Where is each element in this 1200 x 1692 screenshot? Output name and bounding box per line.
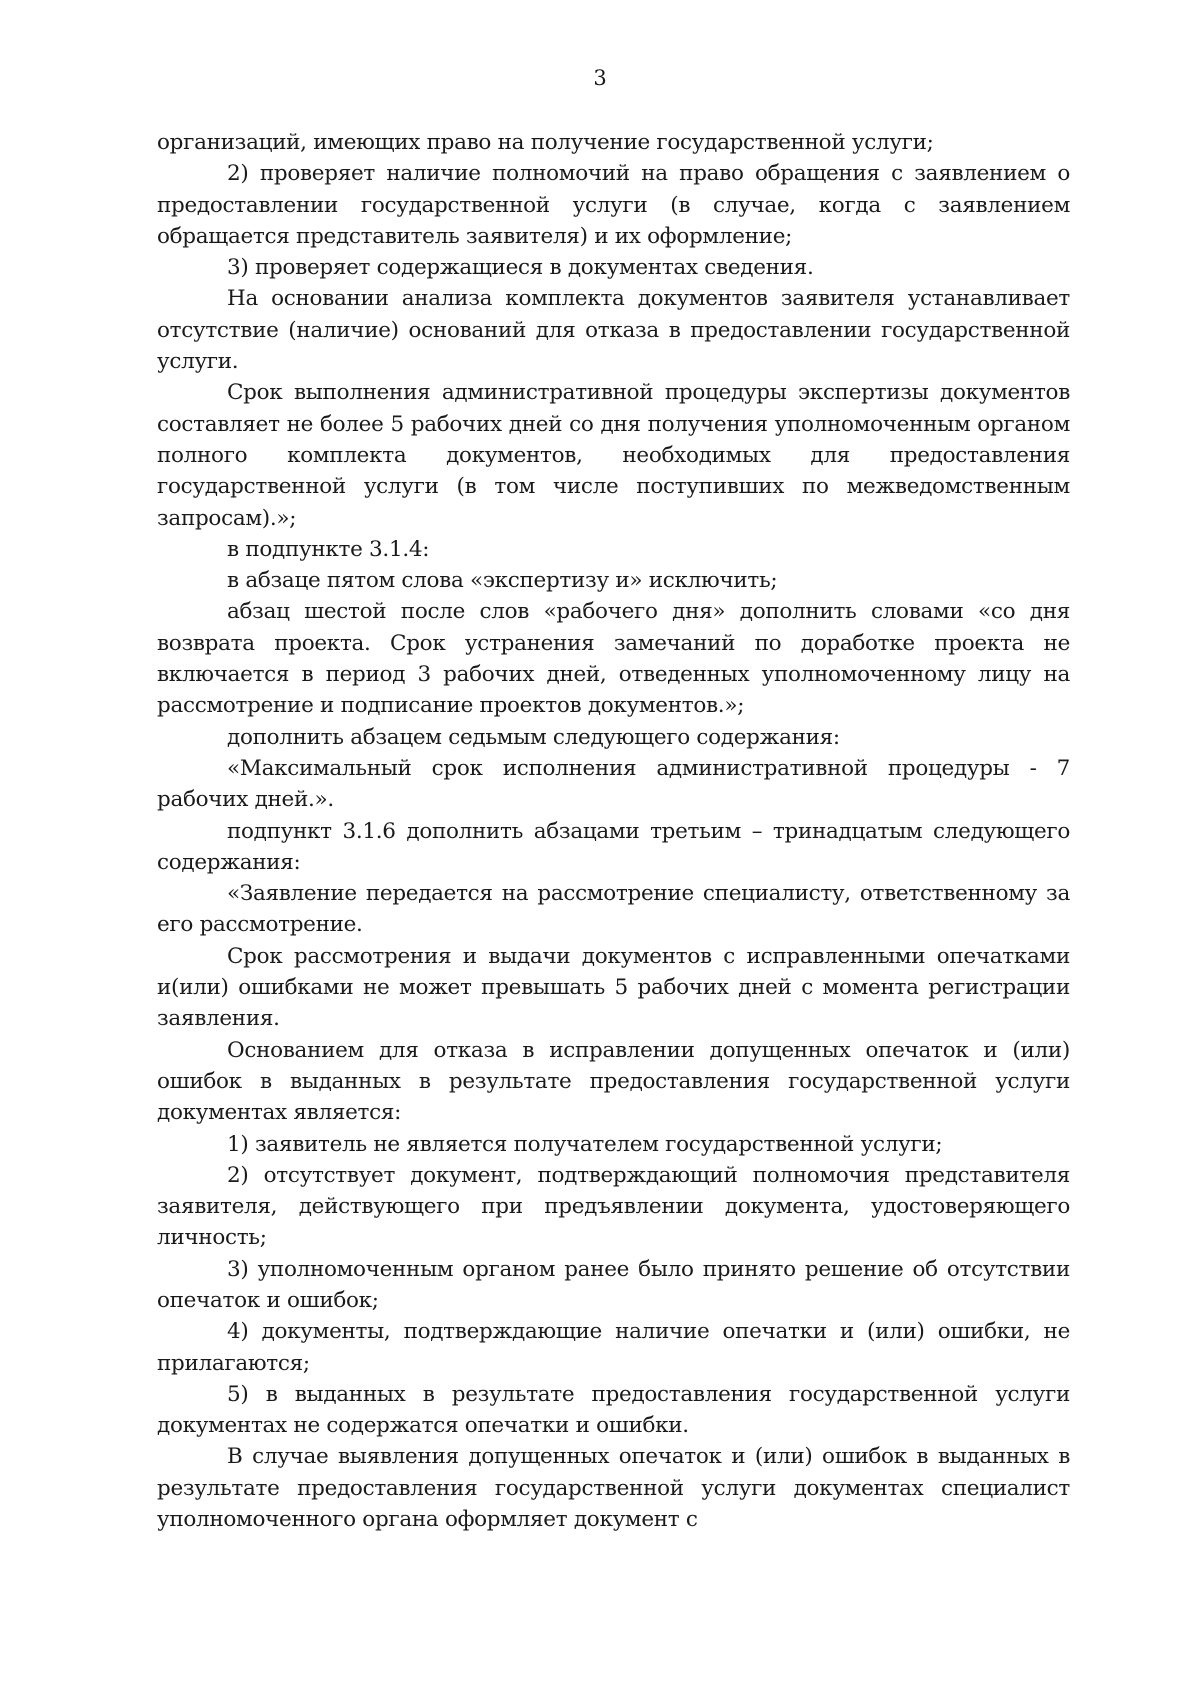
paragraph: 5) в выданных в результате предоставления государственной услуги документах не содержатся опечатки и ошибки. bbox=[157, 1381, 1070, 1439]
paragraph: 1) заявитель не является получателем государственной услуги; bbox=[227, 1131, 943, 1157]
paragraph: абзац шестой после слов «рабочего дня» дополнить словами «со дня возврата проекта. Срок устранения замечаний по доработке проекта не включается в период 3 рабочих дней, отведенных уполномоченному лицу на рассмотрение и подписание проектов документов.»; bbox=[157, 599, 1070, 719]
paragraph: 2) отсутствует документ, подтверждающий полномочия представителя заявителя, действующего при предъявлении документа, удостоверяющего личность; bbox=[157, 1162, 1070, 1251]
paragraph: в подпункте 3.1.4: bbox=[227, 536, 430, 562]
paragraph: Срок выполнения административной процедуры экспертизы документов составляет не более 5 рабочих дней со дня получения уполномоченным органом полного комплекта документов, необходимых для предоставления государственной услуги (в том числе поступивших по межведомственным запросам).»; bbox=[157, 380, 1070, 531]
paragraph-continuation: организаций, имеющих право на получение государственной услуги; bbox=[157, 130, 934, 155]
paragraph: подпункт 3.1.6 дополнить абзацами третьим – тринадцатым следующего содержания: bbox=[157, 818, 1070, 875]
page-number: 3 bbox=[593, 66, 607, 90]
paragraph: Основанием для отказа в исправлении допущенных опечаток и (или) ошибок в выданных в результате предоставления государственной услуги документах является: bbox=[157, 1037, 1070, 1126]
paragraph: дополнить абзацем седьмым следующего содержания: bbox=[227, 724, 840, 750]
paragraph: В случае выявления допущенных опечаток и (или) ошибок в выданных в результате предоставления государственной услуги документах специалист уполномоченного органа оформляет документ с bbox=[157, 1444, 1070, 1533]
paragraph: «Заявление передается на рассмотрение специалисту, ответственному за его рассмотрение. bbox=[157, 881, 1070, 938]
document-body bbox=[157, 127, 1070, 1535]
paragraph: в абзаце пятом слова «экспертизу и» исключить; bbox=[227, 568, 778, 594]
paragraph: 4) документы, подтверждающие наличие опечатки и (или) ошибки, не прилагаются; bbox=[157, 1319, 1070, 1376]
paragraph: Срок рассмотрения и выдачи документов с исправленными опечатками и(или) ошибками не может превышать 5 рабочих дней с момента регистрации заявления. bbox=[157, 943, 1070, 1032]
paragraph: На основании анализа комплекта документов заявителя устанавливает отсутствие (наличие) оснований для отказа в предоставлении государственной услуги. bbox=[157, 286, 1070, 375]
paragraph: 3) уполномоченным органом ранее было принято решение об отсутствии опечаток и ошибок; bbox=[157, 1256, 1070, 1313]
paragraph: 3) проверяет содержащиеся в документах сведения. bbox=[227, 255, 814, 281]
paragraph: «Максимальный срок исполнения административной процедуры - 7 рабочих дней.». bbox=[157, 755, 1070, 813]
paragraph: 2) проверяет наличие полномочий на право обращения с заявлением о предоставлении государственной услуги (в случае, когда с заявлением обращается представитель заявителя) и их оформление; bbox=[157, 161, 1070, 249]
